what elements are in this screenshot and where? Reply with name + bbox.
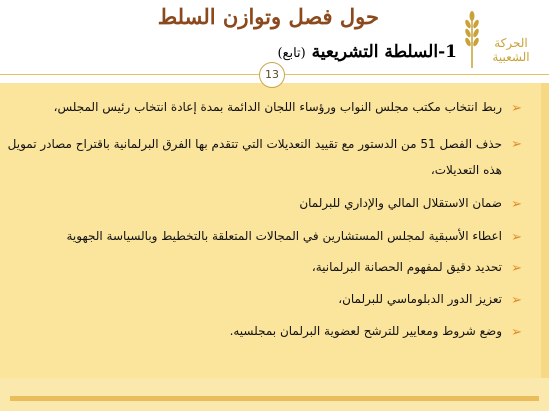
bullet-text: حذف الفصل 51 من الدستور مع تقييد التعديلات التي تتقدم بها الفرق البرلمانية باقتراح مصادر تمويل هذه التعديلات، [7,137,502,177]
bullet-arrow-icon: ➢ [511,197,522,212]
bullet-arrow-icon: ➢ [511,101,522,116]
bullet-arrow-icon: ➢ [511,261,522,276]
list-item [299,196,524,210]
bullet-arrow-icon: ➢ [511,293,522,308]
bullet-text: تحديد دقيق لمفهوم الحصانة البرلمانية، [311,260,502,274]
bullet-text: ربط انتخاب مكتب مجلس النواب ورؤساء اللجان الدائمة بمدة إعادة انتخاب رئيس المجلس، [53,100,502,114]
subtitle-text: 1-السلطة التشريعية [311,42,457,62]
bullet-text: ضمان الاستقلال المالي والإداري للبرلمان [299,196,502,210]
bullet-text: اعطاء الأسبقية لمجلس المستشارين في المجالات المتعلقة بالتخطيط وبالسياسة الجهوية [66,229,502,243]
content-edge [541,83,549,378]
page-number: 13 [259,62,285,88]
list-item [312,260,524,274]
list-item [338,292,524,306]
slide-title: حول فصل وتوازن السلط [157,4,379,29]
logo-text-line2: الشعبية [492,50,530,64]
slide-subtitle [277,42,457,62]
bullet-text: تعزيز الدور الدبلوماسي للبرلمان، [338,292,502,306]
bullet-text: وضع شروط ومعايير للترشح لعضوية البرلمان بمجلسيه. [229,324,502,338]
list-item [67,229,525,243]
subtitle-note: (تابع) [277,46,306,61]
footer-band [0,378,549,411]
logo [461,10,543,70]
footer-line [10,396,539,401]
list-item [230,324,524,338]
logo-text-line1: الحركة [494,36,528,50]
list-item [0,131,524,183]
bullet-arrow-icon: ➢ [511,230,522,245]
bullet-arrow-icon: ➢ [511,137,522,152]
list-item [54,100,524,114]
bullet-arrow-icon: ➢ [511,325,522,340]
